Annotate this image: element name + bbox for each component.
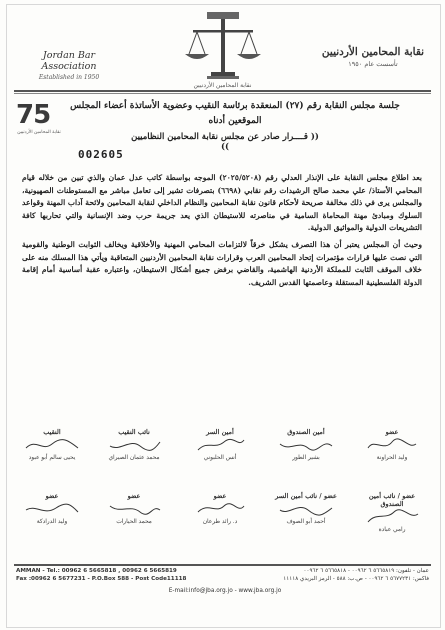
signature-deputy: [100, 428, 168, 461]
anniversary-caption: نقابة المحامين الأردنيين: [17, 130, 61, 135]
association-name-en: Jordan Bar Association: [41, 50, 97, 72]
signature-name: يحيى سالم أبو عبود: [28, 455, 76, 461]
footer-phone-en: AMMAN - Tel.: 00962 6 5665818 , 00962 6 5665819: [16, 568, 177, 574]
established-en: Established in 1950: [38, 74, 100, 81]
handwritten-signature: [362, 508, 422, 526]
footer-email[interactable]: E-mail:info@jba.org.jo - www.jba.org.jo: [168, 588, 282, 594]
handwritten-signature: [22, 436, 82, 454]
signature-name: وليد الحراونة: [376, 455, 408, 461]
handwritten-signature: [362, 436, 422, 454]
signature-chairman: [18, 428, 86, 461]
header-rule-thin: [14, 93, 431, 94]
handwritten-signature: [276, 436, 336, 454]
signature-role: عضو: [45, 492, 59, 500]
header-rule: [14, 90, 431, 92]
signature-name: رامي عبادة: [378, 527, 406, 533]
handwritten-signature: [104, 436, 164, 454]
anniversary-logo: [14, 100, 64, 140]
signature-treasurer: [272, 428, 340, 461]
signature-role: عضو: [213, 492, 227, 500]
signature-name: محمد الحيارات: [116, 519, 152, 525]
signatures-block: [18, 428, 430, 563]
signature-member-1: [358, 428, 426, 461]
signature-name: بشير الطور: [292, 455, 320, 461]
handwritten-signature: [190, 436, 250, 454]
emblem-caption: نقابة المحامين الأردنيين: [193, 82, 252, 89]
signature-name: محمد عثمان الصيراي: [108, 455, 160, 461]
signature-role: نائب النقيب: [118, 428, 150, 436]
footer-fax-ar: فاكس: ٥٦٧٧٢٣١ ٦ ٠٠٩٦٢ - ص.ب: ٥٨٨ - الرمز البريدي ١١١١٨: [283, 576, 429, 582]
signature-role: عضو: [127, 492, 141, 500]
signature-name: أنس الحلبوني: [203, 455, 237, 461]
footer-contact-en: [16, 567, 216, 583]
handwritten-signature: [190, 500, 250, 518]
signature-member-2: [18, 492, 86, 525]
signature-name: وليد الدرادكة: [36, 519, 68, 525]
signature-role: عضو: [385, 428, 399, 436]
signature-member-4: [186, 492, 254, 525]
scales-emblem-icon: [177, 10, 269, 90]
reference-number: 002605: [78, 148, 124, 161]
footer-fax-en: Fax :00962 6 5677231 - P.O.Box 588 - Post Code11118: [16, 576, 187, 582]
signature-role: النقيب: [43, 428, 61, 436]
signature-deputy-treasurer: [358, 492, 426, 533]
handwritten-signature: [104, 500, 164, 518]
handwritten-signature: [22, 500, 82, 518]
handwritten-signature: [276, 500, 336, 518]
signature-role: عضو / نائب أمين الصندوق: [368, 492, 416, 508]
footer-phone-ar: عمان - تلفون: ٥٦٦٥٨١٩ ٦ ٠٠٩٦٢ - ٥٦٦٥٨١٨ ٦ ٠٠٩٦٢: [303, 568, 429, 574]
signature-role: عضو / نائب أمين السر: [275, 492, 337, 500]
body-paragraph-2: وحيث أن المجلس يعتبر أن هذا التصرف يشكل خرقاً لالتزامات المحامي المهنية والأخلاقية ويخالف الثوابت الوطنية والقومية التي نصت عليها قرارات مؤتمرات إتحاد المحامين العرب وقرارات نقابة المحامين الأردنيين المتعاقبة ويأتي هذا المسلك منه على خلاف الموقف الثابت للمملكة الأردنية الهاشمية، والقاضي برفض جميع أشكال الاستيطان، واعتباره عقبة أساسية أمام إقامة الدولة الفلسطينية المستقلة وعاصمتها القدس الشريف.: [22, 239, 422, 287]
signature-name: أحمد أبو الصوف: [286, 519, 326, 525]
session-subtitle: الموقعين أدناه: [208, 116, 262, 126]
decision-body: [22, 172, 422, 293]
established-ar: تأسست عام ١٩٥٠: [348, 60, 398, 68]
header-english: [14, 50, 124, 81]
signature-secretary: [186, 428, 254, 461]
association-name-ar: نقابة المحامين الأردنيين: [321, 46, 425, 58]
session-title: جلسة مجلس النقابة رقم (٢٧) المنعقدة برئاسة النقيب وعضوية الأساتذة أعضاء المجلس: [70, 101, 400, 111]
body-paragraph-1: بعد اطلاع مجلس النقابة على الإنذار العدلي رقم (٢٠٢٥/٥٢٠٨) الموجه بواسطة كاتب عدل عمان والذي تبين من خلاله قيام المحامي الأستاذ/ علي محمد صالح الرشيدات رقم نقابي (٦٦٩٨) بتصرفات تشير إلى تعامل مباشر مع المستوطنات الصهيونية، والمجلس يرى في ذلك مخالفة صريحة لأحكام قانون نقابة المحامين والنظام الداخلي لنقابة المحامين ولائحة آداب المهنة وقواعد السلوك ومبادئ مهنة المحاماة السامية في مناصرته للاستيطان الذي يعد جريمة حرب وضد الإنسانية والتي تحاربها كافة التشريعات الدولية والمواثيق الدولية.: [22, 173, 422, 233]
footer-contact-ar: [229, 567, 429, 583]
decision-title: (( قــــرار صادر عن مجلس نقابة المحامين النظاميين )): [131, 132, 319, 152]
footer-rule: [14, 564, 431, 566]
signature-deputy-secretary: [272, 492, 340, 525]
signature-member-3: [100, 492, 168, 525]
signature-role: أمين السر: [206, 428, 234, 436]
header-arabic: [313, 46, 433, 68]
signature-role: أمين الصندوق: [287, 428, 325, 436]
signature-name: د. رائد طرعان: [202, 519, 238, 525]
anniversary-number: 75: [16, 100, 51, 130]
